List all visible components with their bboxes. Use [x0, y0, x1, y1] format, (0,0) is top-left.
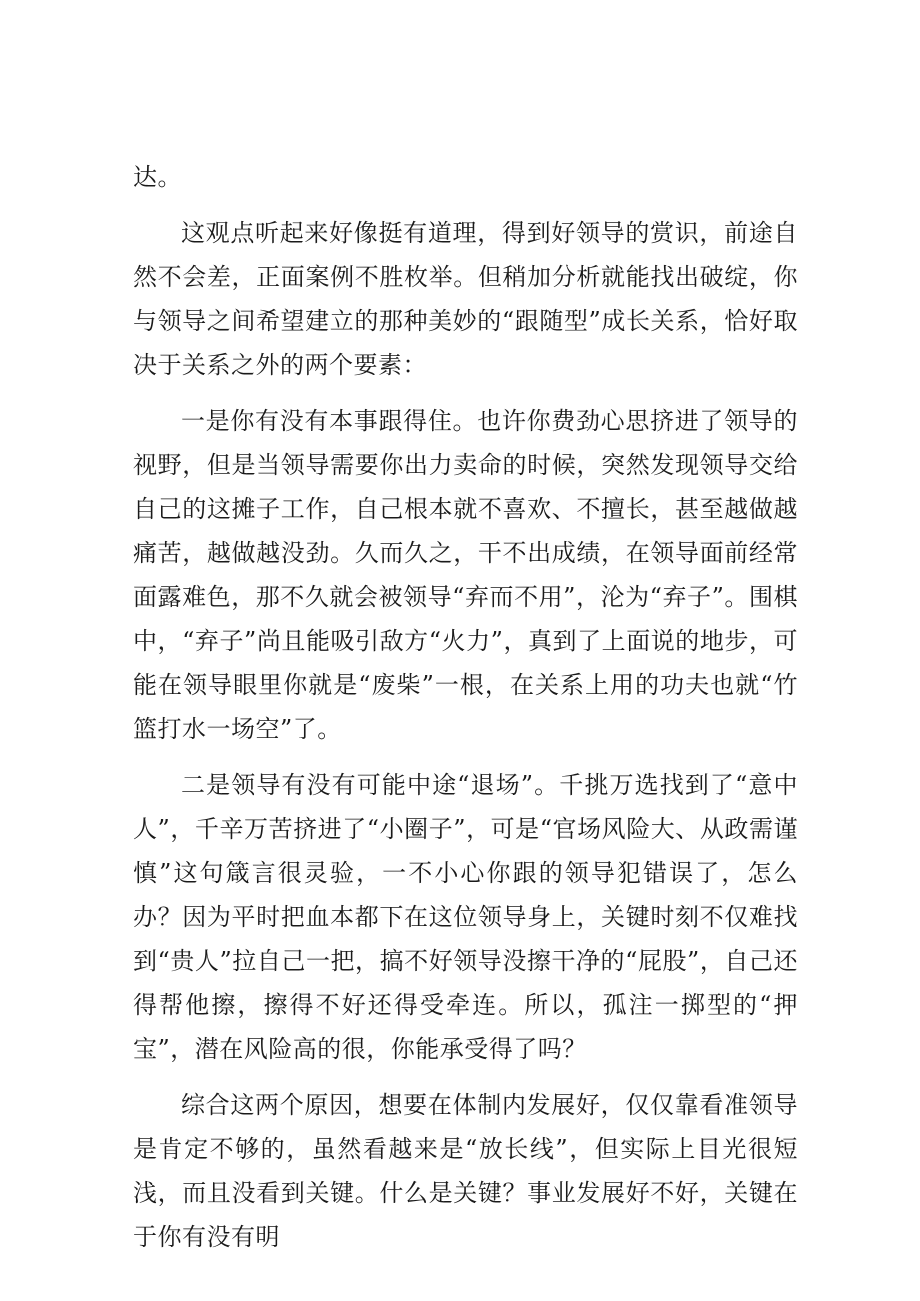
paragraph-factor-one: 一是你有没有本事跟得住。也许你费劲心思挤进了领导的视野，但是当领导需要你出力卖命的时候，突然发现领导交给自己的这摊子工作，自己根本就不喜欢、不擅长，甚至越做越痛苦，越做越没劲。久而久之，干不出成绩，在领导面前经常面露难色，那不久就会被领导“弃而不用”，沦为“弃子”。围棋中，“弃子”尚且能吸引敌方“火力”，真到了上面说的地步，可能在领导眼里你就是“废柴”一根，在关系上用的功夫也就“竹篮打水一场空”了。	[133, 407, 798, 743]
paragraph-summary: 综合这两个原因，想要在体制内发展好，仅仅靠看准领导是肯定不够的，虽然看越来是“放长线”，但实际上目光很短浅，而且没看到关键。什么是关键？事业发展好不好，关键在于你有没有明	[133, 1091, 798, 1251]
document-body	[133, 155, 798, 1271]
paragraph-continuation: 达。	[133, 163, 182, 191]
paragraph-factor-two: 二是领导有没有可能中途“退场”。千挑万选找到了“意中人”，千辛万苦挤进了“小圈子”，可是“官场风险大、从政需谨慎”这句箴言很灵验，一不小心你跟的领导犯错误了，怎么办？因为平时把血本都下在这位领导身上，关键时刻不仅难找到“贵人”拉自己一把，搞不好领导没擦干净的“屁股”，自己还得帮他擦，擦得不好还得受牵连。所以，孤注一掷型的“押宝”，潜在风险高的很，你能承受得了吗？	[133, 771, 798, 1063]
paragraph-viewpoint: 这观点听起来好像挺有道理，得到好领导的赏识，前途自然不会差，正面案例不胜枚举。但稍加分析就能找出破绽，你与领导之间希望建立的那种美妙的“跟随型”成长关系，恰好取决于关系之外的两个要素：	[133, 219, 798, 379]
